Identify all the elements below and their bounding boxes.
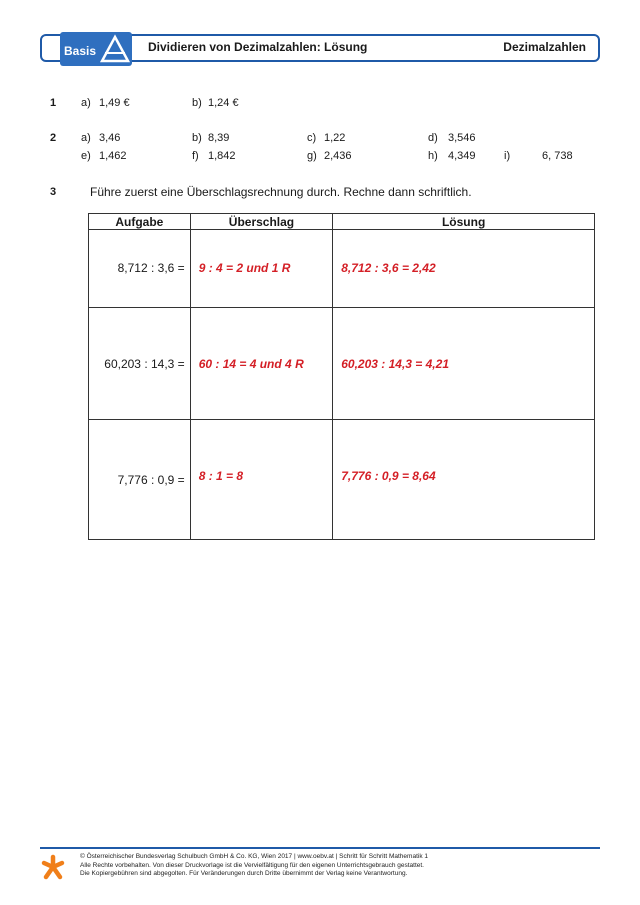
task-number: 2 (50, 132, 57, 144)
answer-value: 4,349 (448, 150, 476, 162)
task-cell (89, 308, 191, 420)
publisher-logo-icon (40, 854, 66, 880)
table-row (89, 420, 595, 540)
answer-value: 3,46 (99, 132, 121, 144)
table-row (89, 230, 595, 308)
answer-label: h) (428, 150, 438, 162)
column-header-loesung: Lösung (333, 214, 595, 230)
task-number: 3 (50, 186, 57, 198)
column-header-ueberschlag: Überschlag (190, 214, 333, 230)
solution-table (88, 213, 595, 540)
estimate-answer: 9 : 4 = 2 und 1 R (198, 261, 291, 275)
table-row (89, 308, 595, 420)
level-badge-label: Basis (64, 44, 97, 58)
answer-label: d) (428, 132, 438, 144)
answer-value: 6, 738 (542, 150, 573, 162)
estimate-cell (190, 420, 333, 540)
task-cell (89, 420, 191, 540)
topic-label: Dezimalzahlen (503, 40, 586, 54)
task-instruction: Führe zuerst eine Überschlagsrechnung durch. Rechne dann schriftlich. (90, 185, 472, 199)
answer-label: c) (307, 132, 317, 144)
estimate-answer: 8 : 1 = 8 (198, 469, 244, 483)
answer-value: 3,546 (448, 132, 476, 144)
answer-value: 1,842 (208, 150, 236, 162)
triangle-icon (100, 34, 130, 64)
answer-label: b) (192, 97, 202, 109)
estimate-answer: 60 : 14 = 4 und 4 R (198, 357, 304, 371)
solution-answer: 7,776 : 0,9 = 8,64 (341, 469, 436, 483)
page-title: Dividieren von Dezimalzahlen: Lösung (148, 40, 368, 54)
level-badge (60, 32, 132, 66)
estimate-cell (190, 308, 333, 420)
task-expression: 7,776 : 0,9 = (117, 473, 185, 487)
answer-value: 1,49 € (99, 97, 130, 109)
footer-divider (40, 847, 600, 849)
solution-cell (333, 230, 595, 308)
answer-label: b) (192, 132, 202, 144)
answer-value: 1,462 (99, 150, 127, 162)
answer-value: 2,436 (324, 150, 352, 162)
footer-copyright (80, 853, 428, 879)
footer-line: © Österreichischer Bundesverlag Schulbuch GmbH & Co. KG, Wien 2017 | www.oebv.at | Schritt für Schritt Mathematik 1 (80, 853, 428, 860)
answer-label: g) (307, 150, 317, 162)
answer-value: 8,39 (208, 132, 230, 144)
answer-label: i) (504, 150, 511, 162)
footer-line: Die Kopiergebühren sind abgegolten. Für Veränderungen durch Dritte übernimmt der Verlag keine Verantwortung. (80, 870, 408, 877)
task-expression: 60,203 : 14,3 = (104, 357, 185, 371)
solution-answer: 60,203 : 14,3 = 4,21 (341, 357, 449, 371)
task-cell (89, 230, 191, 308)
answer-label: a) (81, 97, 91, 109)
answer-label: f) (192, 150, 199, 162)
answer-value: 1,22 (324, 132, 346, 144)
solution-answer: 8,712 : 3,6 = 2,42 (341, 261, 436, 275)
page-header (40, 34, 600, 62)
solution-cell (333, 308, 595, 420)
task-number: 1 (50, 97, 57, 109)
table-header-row (89, 214, 595, 230)
footer-line: Alle Rechte vorbehalten. Von dieser Druckvorlage ist die Vervielfältigung für den eigenen Unterrichtsgebrauch gestattet. (80, 861, 424, 869)
estimate-cell (190, 230, 333, 308)
task-expression: 8,712 : 3,6 = (117, 261, 185, 275)
column-header-aufgabe: Aufgabe (89, 214, 191, 230)
answer-label: a) (81, 132, 91, 144)
answer-label: e) (81, 150, 91, 162)
answer-value: 1,24 € (208, 97, 239, 109)
solution-cell (333, 420, 595, 540)
